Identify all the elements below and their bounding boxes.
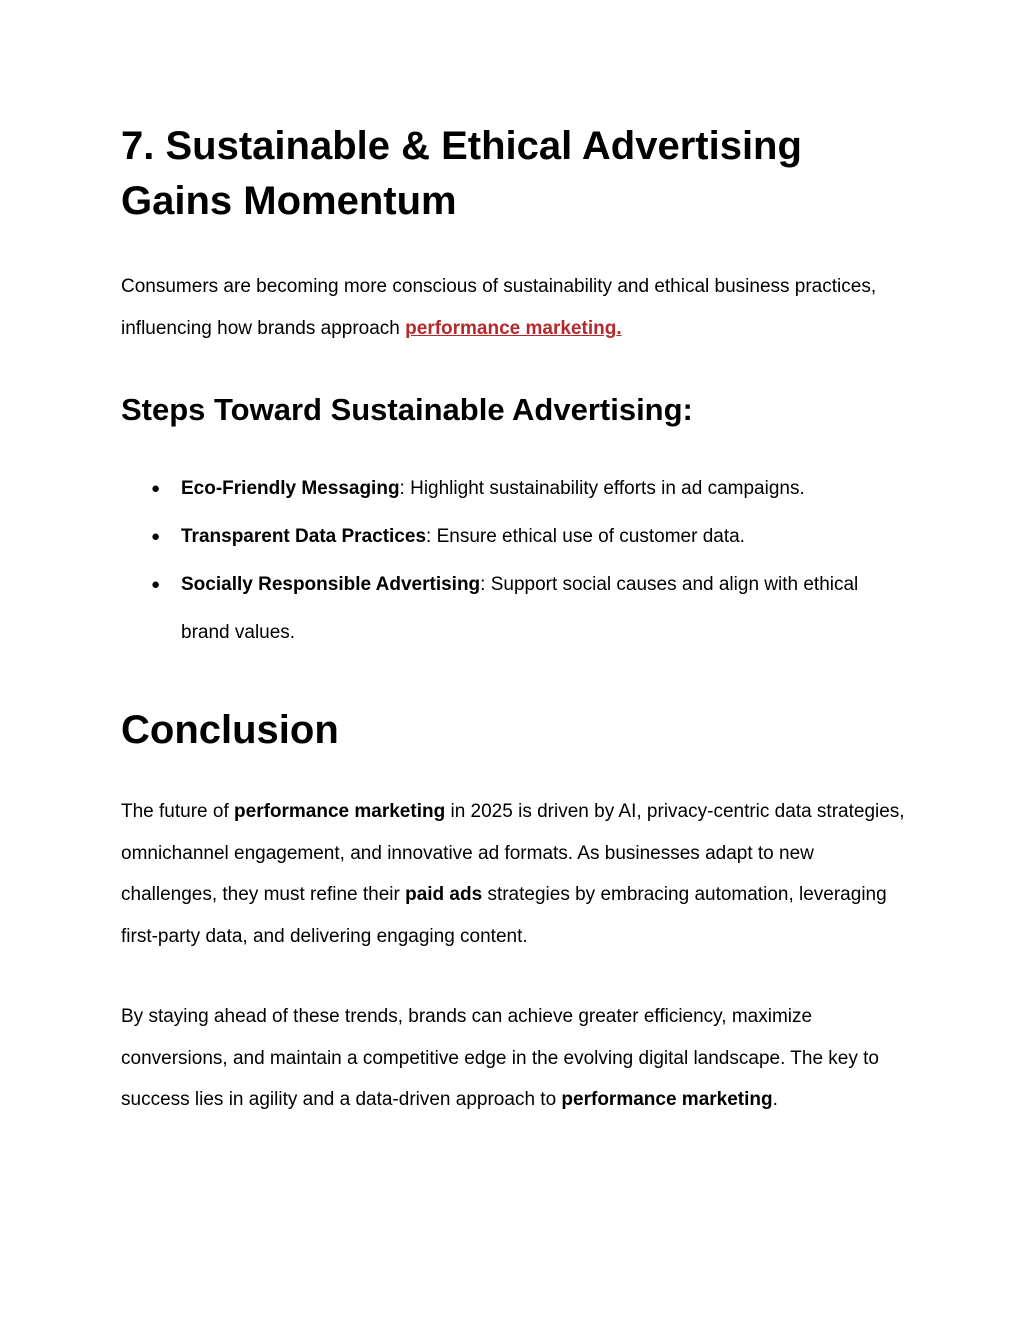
bold-term: performance marketing <box>234 801 446 822</box>
text-run: in 2025 is driven by AI, privacy-centric data strategies, omnichannel engagement, and innovative ad formats. As businesses adapt to new challenges, they must refine their <box>121 801 905 906</box>
list-item <box>121 513 911 561</box>
intro-paragraph <box>121 266 921 350</box>
conclusion-heading: Conclusion <box>121 708 339 752</box>
link-label[interactable]: performance marketing <box>405 318 617 339</box>
text-run: . <box>772 1089 778 1111</box>
bullet-term: Socially Responsible Advertising <box>181 574 481 595</box>
conclusion-paragraph-1 <box>121 791 911 958</box>
intro-text: Consumers are becoming more conscious of sustainability and ethical business practices, influencing how brands approach <box>121 276 877 339</box>
list-item <box>121 465 911 513</box>
bullet-icon: ● <box>151 576 161 593</box>
bullet-text: : Support social causes and align with ethical brand values. <box>181 574 859 643</box>
bullet-text: : Highlight sustainability efforts in ad campaigns. <box>399 478 805 499</box>
bullet-term: Eco-Friendly Messaging <box>181 478 400 499</box>
subheading: Steps Toward Sustainable Advertising: <box>121 392 693 427</box>
bold-term: paid ads <box>405 884 483 906</box>
link-trail[interactable]: . <box>616 318 622 339</box>
text-run: By staying ahead of these trends, brands can achieve greater efficiency, maximize conversions, and maintain a competitive edge in the evolving digital landscape. The key to success lies in agility and a data-driven approach to <box>121 1006 879 1111</box>
conclusion-paragraph-2 <box>121 996 911 1121</box>
text-run: strategies by embracing automation, leveraging first-party data, and delivering engaging content. <box>121 884 887 948</box>
text-run: The future of <box>121 801 235 822</box>
bullet-icon: ● <box>151 480 161 497</box>
bold-term: performance marketing <box>561 1089 773 1111</box>
bullet-term: Transparent Data Practices <box>181 526 427 547</box>
list-item <box>121 561 911 657</box>
section-heading: 7. Sustainable & Ethical Advertising Gains Momentum <box>121 124 802 223</box>
bullet-icon: ● <box>151 528 161 545</box>
steps-list <box>121 465 911 657</box>
performance-marketing-link[interactable] <box>405 318 621 339</box>
bullet-text: : Ensure ethical use of customer data. <box>426 526 745 547</box>
